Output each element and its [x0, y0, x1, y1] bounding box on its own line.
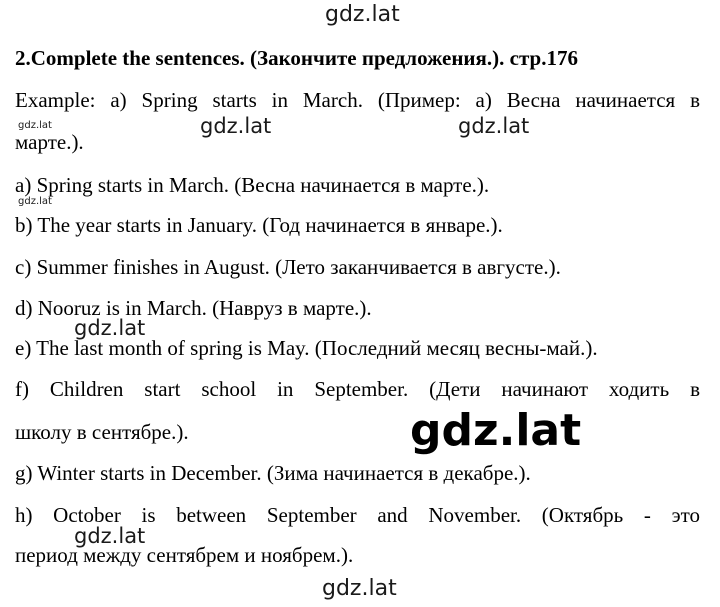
answer-c: c) Summer finishes in August. (Лето заканчивается в августе.). — [15, 255, 561, 279]
watermark-top: gdz.lat — [325, 2, 400, 27]
watermark-bottom: gdz.lat — [322, 576, 397, 601]
answer-b: b) The year starts in January. (Год начинается в январе.). — [15, 213, 503, 237]
watermark-big: gdz.lat — [410, 405, 582, 456]
watermark-mid: gdz.lat — [74, 524, 146, 548]
answer-a: a) Spring starts in March. (Весна начинается в марте.). — [15, 173, 490, 197]
watermark-small: gdz.lat — [18, 120, 52, 131]
watermark-small: gdz.lat — [18, 196, 52, 207]
answer-h-line-2: период между сентябрем и ноябрем.). — [15, 543, 354, 567]
watermark-mid: gdz.lat — [458, 114, 530, 138]
answer-f-line-1: f) Children start school in September. (Дети начинают ходить в — [15, 377, 700, 401]
answer-h-line-1: h) October is between September and November. (Октябрь - это — [15, 503, 700, 527]
answer-d: d) Nooruz is in March. (Навруз в марте.). — [15, 296, 372, 320]
answer-f-line-2: школу в сентябре.). — [15, 420, 189, 444]
example-line-2: марте.). — [15, 130, 84, 154]
example-line-1: Example: a) Spring starts in March. (Пример: а) Весна начинается в — [15, 88, 700, 112]
answer-e: e) The last month of spring is May. (Последний месяц весны-май.). — [15, 336, 598, 360]
answer-g: g) Winter starts in December. (Зима начинается в декабре.). — [15, 461, 531, 485]
exercise-heading: 2.Complete the sentences. (Закончите предложения.). стр.176 — [15, 46, 578, 70]
watermark-mid: gdz.lat — [74, 316, 146, 340]
watermark-mid: gdz.lat — [200, 114, 272, 138]
